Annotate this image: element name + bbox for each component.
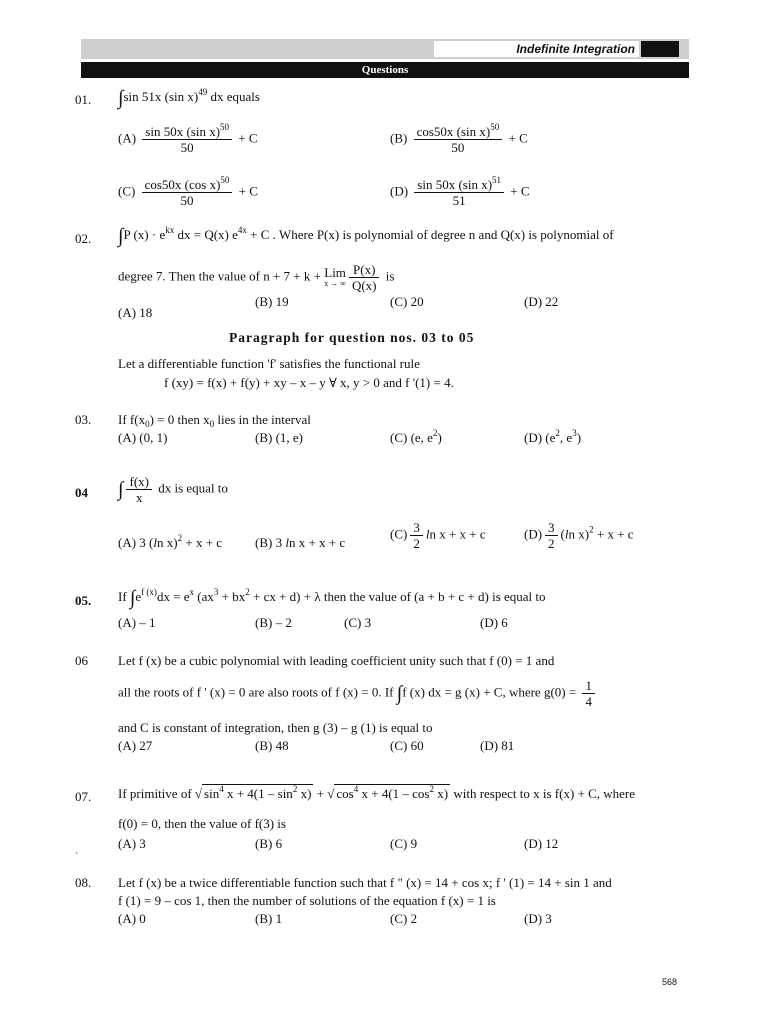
q06-option-c: (C) 60 (390, 738, 424, 753)
q08-option-a: (A) 0 (118, 911, 146, 926)
integral-sign-icon: ∫ (118, 478, 124, 501)
integral-sign-icon: ∫ (118, 87, 124, 109)
q07-option-a: (A) 3 (118, 836, 146, 851)
q01-option-c: (C) $\frac{\cos 50x (\cos x)^{50}}{50}$ + C (118, 175, 258, 208)
q02-line2: degree 7. Then the value of n + 7 + k + Lim x → ∞ $\frac{P(x)}{Q(x)}$ is (118, 262, 395, 293)
radicand-2: $\cos^4 x + 4(1 - \cos^2 x)$ (336, 784, 449, 801)
q08-option-d: (D) 3 (524, 911, 552, 926)
q05-number: 05. (75, 593, 92, 608)
q01-number: 01. (75, 92, 92, 107)
q02-option-d: (D) 22 (524, 294, 559, 309)
paragraph-line-1: Let a differentiable function 'f' satisfies the functional rule (118, 356, 420, 371)
q01-stem: ∫sin 51x (sin x)$^{49}$ dx equals (118, 86, 260, 109)
stray-mark: ` (75, 852, 79, 863)
q07-stem: If primitive of √ $\sin^4 x + 4(1 - \sin^2 x)$ + √ $\cos^4 x + 4(1 - \cos^2 x)$ with respect to x is f(x) + C, where (118, 784, 636, 801)
q03-stem: If $f(x_0) = 0$ then $x_0$ lies in the interval (118, 412, 311, 429)
q07-option-d: (D) 12 (524, 836, 559, 851)
q02-stem: ∫P $(x) \cdot e^{kx}$ dx = Q(x) $e^{4x} + C$ . Where P(x) is polynomial of degree n and Q(x) is polynomial of (118, 224, 614, 247)
q05-option-a: (A) – 1 (118, 615, 156, 630)
q03-number: 03. (75, 412, 92, 427)
integral-sign-icon: ∫ (129, 587, 136, 609)
paragraph-heading: Paragraph for question nos. 03 to 05 (229, 330, 475, 345)
q06-line1: Let f (x) be a cubic polynomial with leading coefficient unity such that f (0) = 1 and (118, 653, 555, 668)
chapter-title: Indefinite Integration (434, 41, 639, 57)
q03-option-b: (B) (1, e) (255, 430, 304, 445)
q08-line1: Let f (x) be a twice differentiable function such that f " (x) = 14 + cos x; f ' (1) = 14 + sin 1 and (118, 875, 612, 890)
q04-option-d: (D) $\frac{3}{2}$ (ln x)$^2$ + x + c (524, 520, 634, 551)
q03-option-d: (D) ($e^2$, $e^3$) (524, 428, 582, 445)
q03-option-a: (A) (0, 1) (118, 430, 168, 445)
q08-option-b: (B) 1 (255, 911, 283, 926)
q05-option-c: (C) 3 (344, 615, 372, 630)
q04-option-c: (C) $\frac{3}{2}$ ln x + x + c (390, 520, 486, 551)
q07-option-b: (B) 6 (255, 836, 283, 851)
q06-number: 06 (75, 653, 88, 668)
q06-option-d: (D) 81 (480, 738, 515, 753)
q02-option-a: (A) 18 (118, 305, 153, 320)
q06-line2: all the roots of f ' (x) = 0 are also roots of f (x) = 0. If ∫f (x) dx = g (x) + C, where g(0) = $\frac{1}{4}$ (118, 678, 598, 709)
q06-line3: and C is constant of integration, then g (3) – g (1) is equal to (118, 720, 433, 735)
q08-line2: f (1) = 9 – cos 1, then the number of solutions of the equation f (x) = 1 is (118, 893, 496, 908)
q07-number: 07. (75, 789, 92, 804)
chapter-title-block (641, 41, 679, 57)
integral-sign-icon: ∫ (396, 682, 403, 705)
radicand-1: $\sin^4 x + 4(1 - \sin^2 x)$ (204, 784, 312, 801)
q06-option-b: (B) 48 (255, 738, 289, 753)
sqrt-icon: √ (327, 786, 335, 801)
q04-option-a: (A) 3 (ln x)$^2$ + x + c (118, 533, 223, 550)
q02-option-b: (B) 19 (255, 294, 289, 309)
q05-option-d: (D) 6 (480, 615, 508, 630)
integral-sign-icon: ∫ (118, 225, 124, 247)
q04-stem: ∫ $\frac{f(x)}{x}$ dx is equal to (118, 474, 228, 505)
q08-number: 08. (75, 875, 92, 890)
q05-option-b: (B) – 2 (255, 615, 292, 630)
sqrt-icon: √ (194, 786, 203, 801)
section-bar: Questions (81, 62, 689, 78)
q07-option-c: (C) 9 (390, 836, 418, 851)
q04-number: 04 (75, 485, 88, 500)
q06-option-a: (A) 27 (118, 738, 153, 753)
q07-line2: f(0) = 0, then the value of f(3) is (118, 816, 286, 831)
q02-option-c: (C) 20 (390, 294, 424, 309)
q03-option-c: (C) (e, $e^2$) (390, 428, 442, 445)
q01-option-a: (A) $\frac{\sin 50x (\sin x)^{50}}{50}$ + C (118, 122, 258, 155)
page-number: 568 (662, 977, 678, 987)
q01-option-d: (D) $\frac{\sin 50x (\sin x)^{51}}{51}$ + C (390, 175, 530, 208)
paragraph-line-2: f (xy) = f(x) + f(y) + xy – x – y ∀ x, y > 0 and f '(1) = 4. (164, 375, 454, 390)
q02-number: 02. (75, 231, 92, 246)
q05-stem: If $\int e^{f (x)}dx = e^x$ ($ax^3 + bx^2$ + cx + d) + λ then the value of (a + b + c + d) is equal to (118, 586, 546, 609)
q04-option-b: (B) 3 ln x + x + c (255, 535, 346, 550)
q08-option-c: (C) 2 (390, 911, 418, 926)
q01-option-b: (B) $\frac{\cos 50x (\sin x)^{50}}{50}$ + C (390, 122, 528, 155)
